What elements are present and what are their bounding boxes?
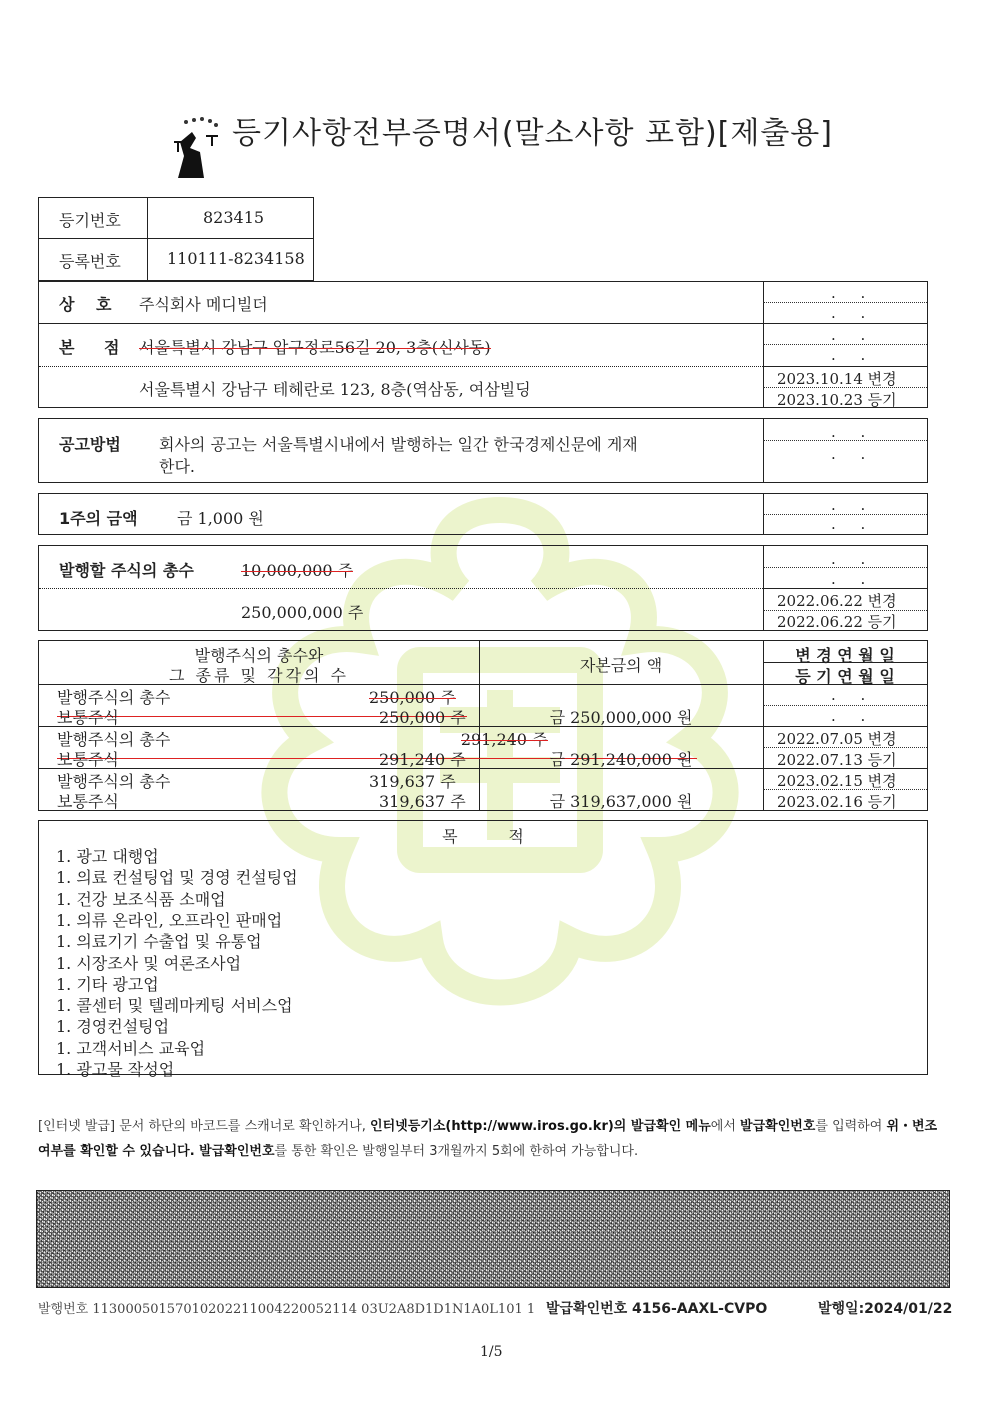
table-header-capital: 자본금의 액 — [579, 656, 663, 675]
authorized-shares-label: 발행할 주식의 총수 — [59, 561, 194, 580]
row1-common-label: 보통주식 — [57, 708, 119, 727]
head-office-label: 본 점 — [59, 338, 132, 357]
authorized-shares-change-date: 2022.06.22 변경 — [777, 592, 897, 610]
row3-common-label: 보통주식 — [57, 792, 119, 811]
court-emblem-logo — [160, 112, 226, 182]
par-value-box — [38, 493, 928, 535]
trade-name-value: 주식회사 메디빌더 — [139, 295, 268, 314]
trade-name-label: 상 호 — [59, 295, 120, 314]
row2-reg-date: 2022.07.13 등기 — [777, 751, 897, 769]
registration-no-label: 등록번호 — [59, 252, 121, 271]
par-value-change-dots: . . — [831, 496, 876, 514]
issued-shares-table — [38, 640, 928, 811]
notice-part-2: 에서 — [710, 1119, 741, 1134]
public-notice-line1: 회사의 공고는 서울특별시내에서 발행하는 일간 한국경제신문에 게재 — [159, 435, 638, 454]
authorized-shares-new-value: 250,000,000 주 — [241, 603, 364, 622]
purpose-item: 1. 건강 보조식품 소매업 — [56, 889, 226, 909]
authorized-shares-change-dots: . . — [831, 550, 876, 568]
verification-barcode — [36, 1190, 950, 1288]
purpose-header: 목 적 — [442, 827, 524, 846]
row2-change-date: 2022.07.05 변경 — [777, 730, 897, 748]
purpose-item: 1. 기타 광고업 — [56, 974, 159, 994]
page-number: 1/5 — [480, 1344, 503, 1360]
par-value-label: 1주의 금액 — [59, 509, 138, 528]
purpose-item: 1. 의료 컨설팅업 및 경영 컨설팅업 — [56, 868, 298, 888]
head-office-reg-dots: . . — [831, 346, 876, 364]
public-notice-line2: 한다. — [159, 457, 195, 476]
notice-bold-3: 위・변조 여부를 확인할 수 있습니다. 발급확인번호 — [38, 1119, 938, 1159]
row1-capital: 금 250,000,000 원 — [549, 708, 693, 727]
row3-capital: 금 319,637,000 원 — [549, 792, 693, 811]
row2-total-label: 발행주식의 총수 — [57, 730, 171, 749]
notice-part-4: 를 통한 확인은 발행일부터 3개월까지 5회에 한하여 가능합니다. — [274, 1144, 639, 1159]
row2-common-value: 291,240 주 — [379, 750, 466, 769]
public-notice-label: 공고방법 — [59, 435, 121, 454]
purpose-item: 1. 광고 대행업 — [56, 847, 159, 866]
confirmation-number: 발급확인번호 4156-AAXL-CVPO — [546, 1301, 768, 1317]
table-header-change-date: 변 경 연 월 일 — [795, 646, 895, 665]
table-header-reg-date: 등 기 연 월 일 — [795, 667, 895, 686]
purpose-item: 1. 의류 온라인, 오프라인 판매업 — [56, 910, 283, 930]
internet-issue-notice — [38, 1114, 950, 1164]
row2-total-value: 291,240 주 — [460, 730, 548, 749]
authorized-shares-reg-dots: . . — [831, 570, 876, 588]
public-notice-box — [38, 418, 928, 483]
row2-common-label: 보통주식 — [57, 750, 119, 769]
notice-part-1: [인터넷 발급] 문서 하단의 바코드를 스캐너로 확인하거나, — [38, 1119, 371, 1134]
table-header-shares-2: 그 종류 및 각각의 수 — [169, 666, 349, 685]
head-office-reg-date: 2023.10.23 등기 — [777, 391, 897, 409]
par-value-reg-dots: . . — [831, 515, 876, 533]
row3-reg-date: 2023.02.16 등기 — [777, 793, 897, 811]
purpose-item: 1. 경영컨설팅업 — [56, 1017, 170, 1037]
notice-bold-1: 인터넷등기소(http://www.iros.go.kr)의 발급확인 메뉴 — [370, 1119, 711, 1134]
registration-number-box — [38, 197, 314, 281]
purpose-item: 1. 광고물 작성업 — [56, 1060, 175, 1079]
trade-name-reg-dots: . . — [831, 304, 876, 322]
purpose-item: 1. 콜센터 및 텔레마케팅 서비스업 — [56, 996, 293, 1016]
issue-date: 발행일:2024/01/22 — [818, 1301, 953, 1317]
trade-name-change-dots: . . — [831, 284, 876, 302]
issue-number: 발행번호 11300050157010202211004220052114 03U2A8D1D1N1A0L101 1 — [38, 1302, 536, 1317]
row3-total-value: 319,637 주 — [369, 772, 456, 791]
par-value-value: 금 1,000 원 — [177, 509, 264, 528]
row3-total-label: 발행주식의 총수 — [57, 772, 171, 791]
authorized-shares-reg-date: 2022.06.22 등기 — [777, 613, 897, 631]
row1-total-value: 250,000 주 — [369, 688, 456, 707]
registration-no-value: 110111-8234158 — [167, 249, 305, 268]
purpose-item: 1. 의료기기 수출업 및 유통업 — [56, 932, 262, 952]
head-office-old-value: 서울특별시 강남구 압구정로56길 20, 3층(신사동) — [139, 338, 491, 357]
public-notice-reg-dots: . . — [831, 445, 876, 463]
purpose-item: 1. 시장조사 및 여론조사업 — [56, 953, 242, 973]
table-header-shares-1: 발행주식의 총수와 — [194, 646, 324, 665]
row3-change-date: 2023.02.15 변경 — [777, 772, 897, 790]
authorized-shares-old-value: 10,000,000 주 — [241, 561, 354, 580]
document-title: 등기사항전부증명서(말소사항 포함)[제출용] — [232, 116, 833, 151]
reg-no-value: 823415 — [203, 208, 265, 227]
row1-total-label: 발행주식의 총수 — [57, 688, 171, 707]
row2-capital: 금 291,240,000 원 — [549, 750, 693, 769]
trade-name-office-box — [38, 281, 928, 408]
row1-change-date: . . — [831, 686, 876, 704]
head-office-change-dots: . . — [831, 326, 876, 344]
authorized-shares-box — [38, 545, 928, 631]
head-office-new-value: 서울특별시 강남구 테헤란로 123, 8층(역삼동, 여삼빌딩 — [139, 380, 531, 399]
row3-common-value: 319,637 주 — [379, 792, 466, 811]
notice-bold-2: 발급확인번호 — [740, 1119, 816, 1134]
row1-common-value: 250,000 주 — [379, 708, 466, 727]
notice-part-3: 를 입력하여 — [815, 1119, 887, 1134]
public-notice-change-dots: . . — [831, 423, 876, 441]
row1-reg-date: . . — [831, 707, 876, 725]
head-office-change-date: 2023.10.14 변경 — [777, 370, 897, 388]
reg-no-label: 등기번호 — [59, 211, 121, 230]
purpose-item: 1. 고객서비스 교육업 — [56, 1038, 206, 1058]
